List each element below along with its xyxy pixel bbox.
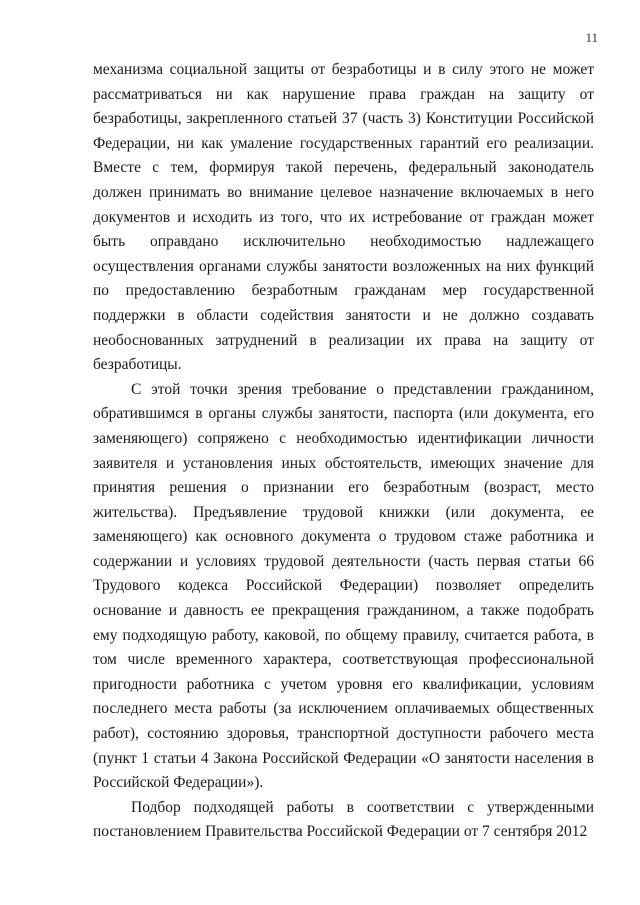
paragraph-requirements: С этой точки зрения требование о представлении гражданином, обратившимся в органы службы занятости, паспорта (или документа, его заменяющего) сопряжено с необходимостью идентификации личности заявителя и установления иных обстоятельств, имеющих значение для принятия решения о признании его безработным (возраст, место жительства). Предъявление трудовой книжки (или документа, ее заменяющего) как основного документа о трудовом стаже работника и содержании и условиях трудовой деятельности (часть первая статьи 66 Трудового кодекса Российской Федерации) позволяет определить основание и давность ее прекращения гражданином, а также подобрать ему подходящую работу, каковой, по общему правилу, считается работа, в том числе временного характера, соответствующая профессиональной пригодности работника с учетом уровня его квалификации, условиям последнего места работы (за исключением оплачиваемых общественных работ), состоянию здоровья, транспортной доступности рабочего места (пункт 1 статьи 4 Закона Российской Федерации «О занятости населения в Российской Федерации»). <box>93 380 594 792</box>
page-number: 11 <box>585 30 598 45</box>
paragraph-job-selection: Подбор подходящей работы в соответствии с утвержденными постановлением Правительства Российской Федерации от 7 сентября 2012 <box>93 798 594 841</box>
paragraph-continuation: механизма социальной защиты от безработицы и в силу этого не может рассматриваться ни как нарушение права граждан на защиту от безработицы, закрепленного статьей 37 (часть 3) Конституции Российской Федерации, ни как умаление государственных гарантий его реализации. Вместе с тем, формируя такой перечень, федеральный законодатель должен принимать во внимание целевое назначение включаемых в него документов и исходить из того, что их истребование от граждан может быть оправдано исключительно необходимостью надлежащего осуществления органами службы занятости возложенных на них функций по предоставлению безработным гражданам мер государственной поддержки в области содействия занятости и не должно создавать необоснованных затруднений в реализации их права на защиту от безработицы. <box>93 61 594 374</box>
document-body <box>93 58 594 845</box>
